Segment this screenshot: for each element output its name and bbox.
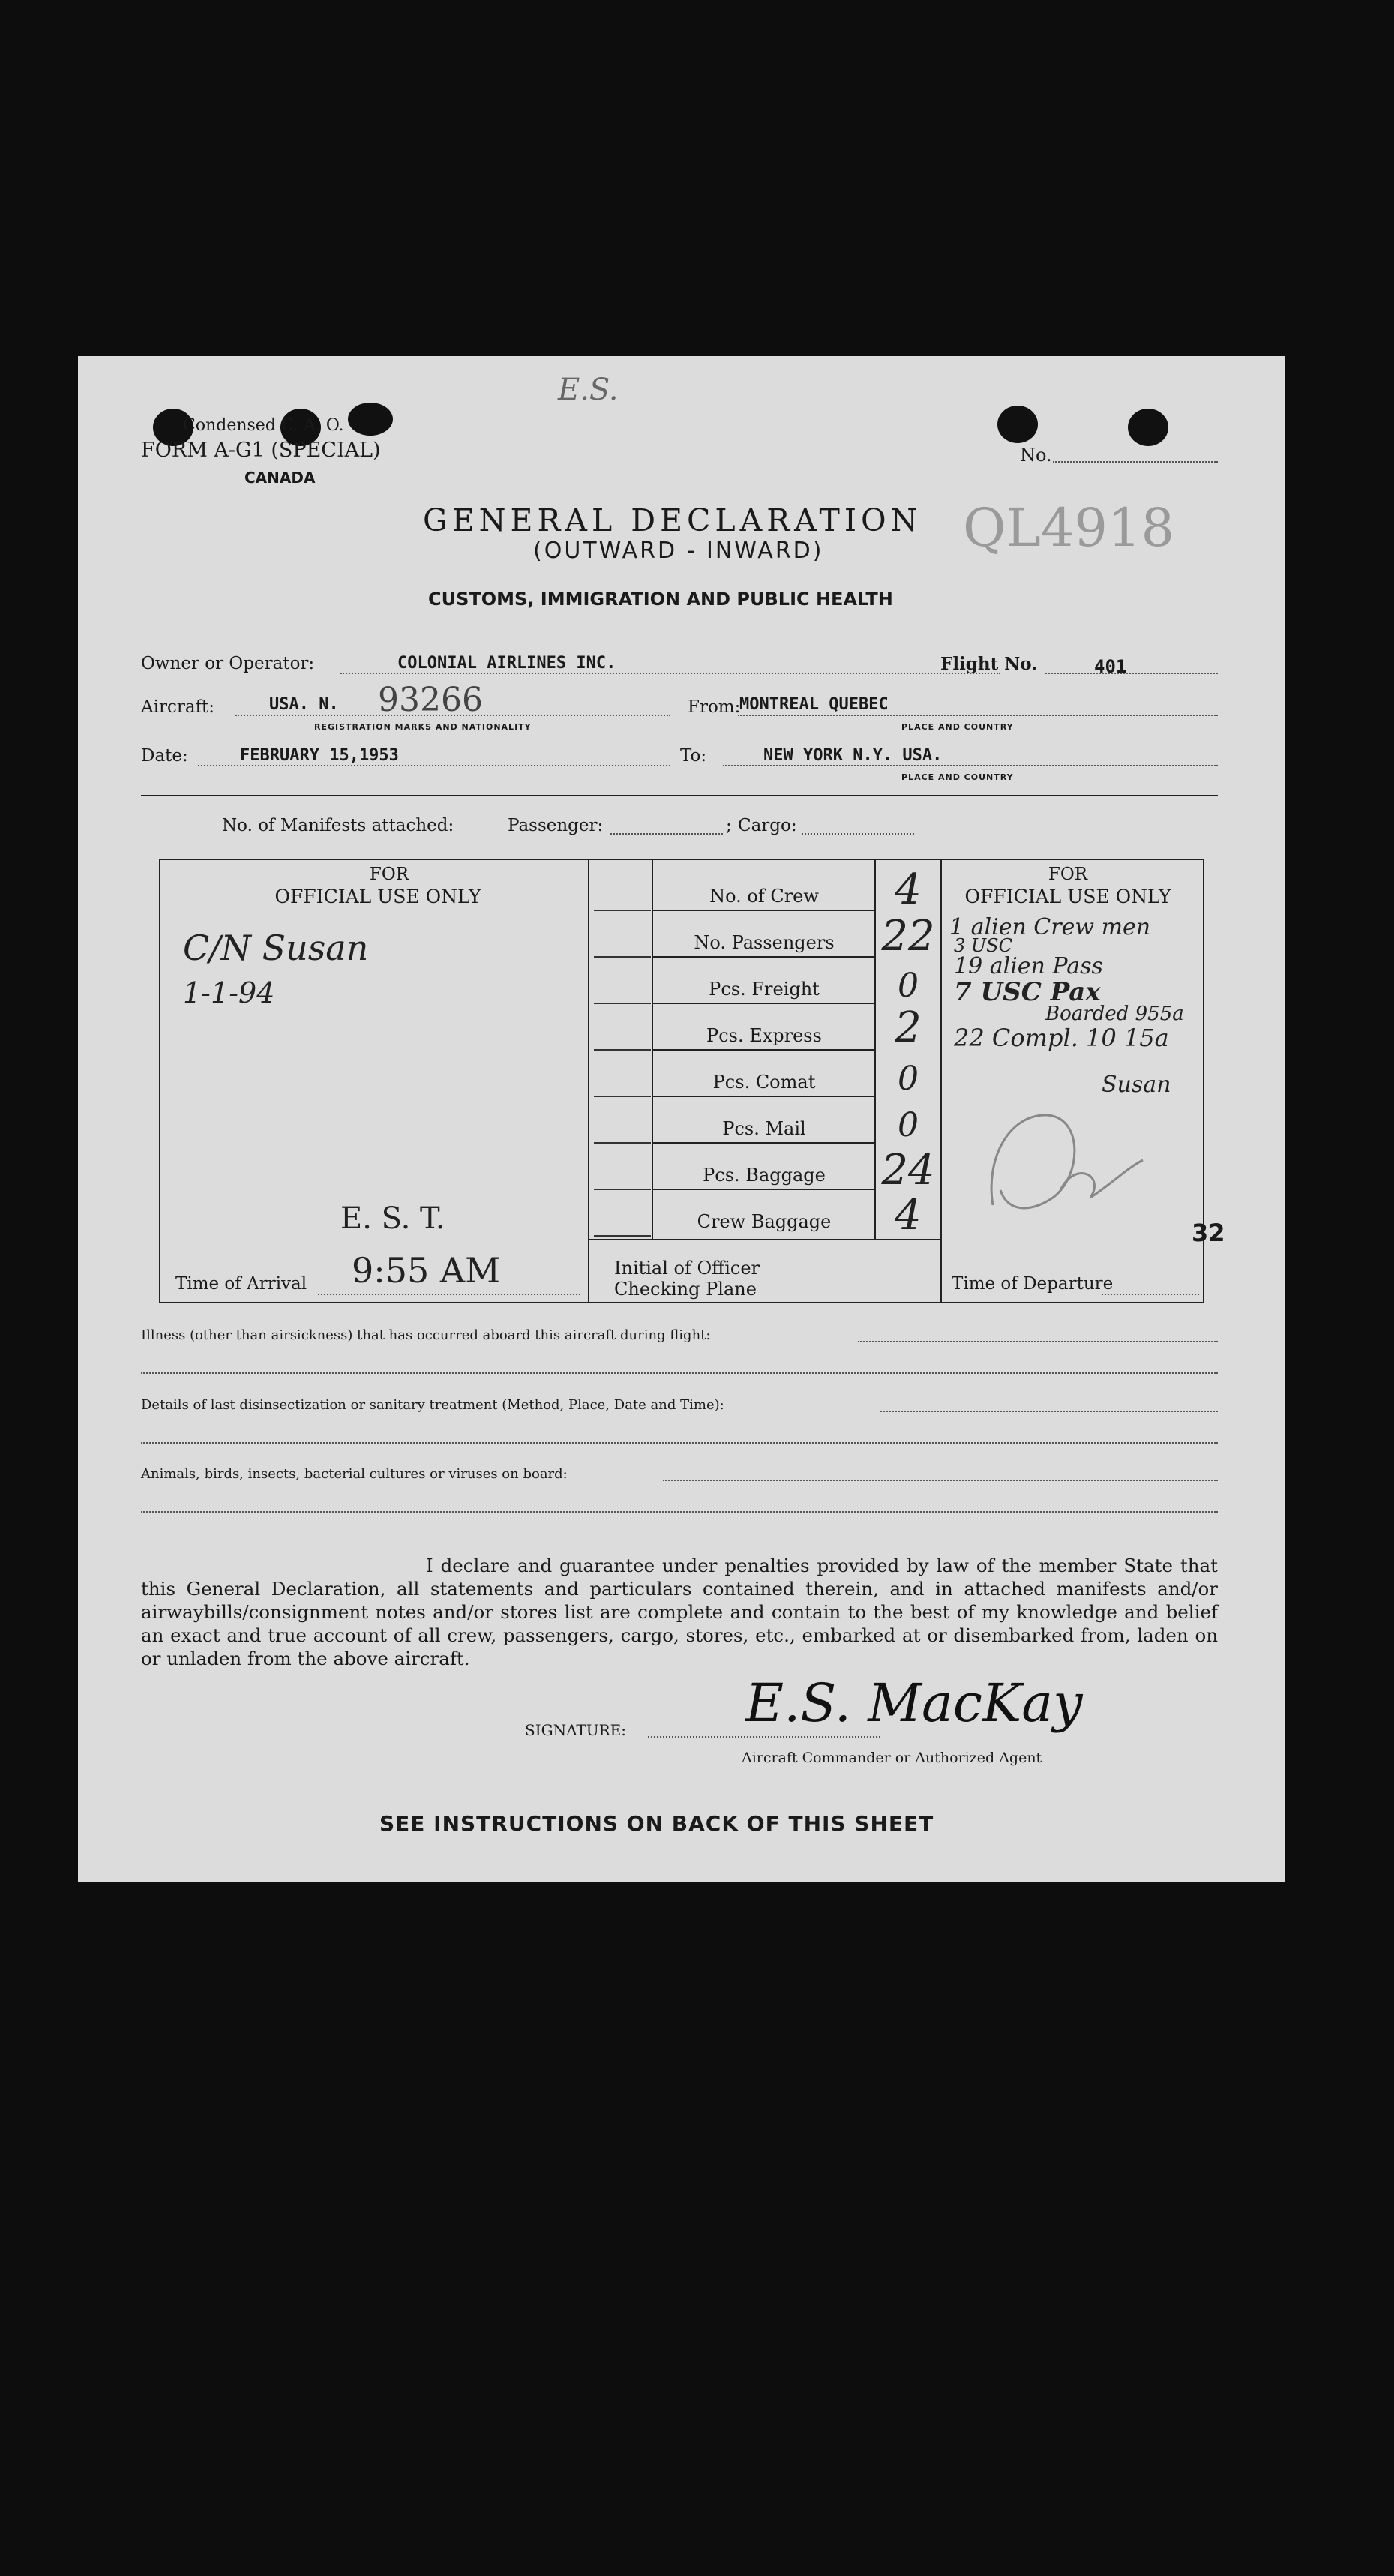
signature-value: E.S. MacKay [745,1672,1083,1734]
no-label: No. [1020,445,1052,466]
row-value-crew-baggage: 4 [895,1191,922,1240]
punch-hole [1128,409,1168,446]
left-header-for: FOR [369,865,409,884]
flight-value: 401 [1094,656,1127,677]
registration-caption: REGISTRATION MARKS AND NATIONALITY [314,722,532,732]
flight-label: Flight No. [940,654,1038,674]
left-note-date: 1-1-94 [183,976,275,1009]
right-note: Susan [1102,1072,1171,1098]
row-value-comat: 0 [898,1060,919,1098]
row-label-mail: Pcs. Mail [722,1118,806,1139]
passenger-label: Passenger: [508,816,604,835]
right-note: 7 USC Pax [954,977,1101,1007]
illness-label: Illness (other than airsickness) that has occurred aboard this aircraft during flight: [141,1327,711,1343]
row-label-crew: No. of Crew [709,886,819,907]
row-label-freight: Pcs. Freight [709,979,820,1000]
owner-value: COLONIAL AIRLINES INC. [397,654,616,673]
place-caption-2: PLACE AND COUNTRY [901,772,1014,782]
right-note: 3 USC [954,935,1012,956]
right-note: 22 Compl. 10 15a [954,1024,1169,1052]
row-value-crew: 4 [895,865,922,914]
row-value-mail: 0 [898,1106,919,1144]
declaration-text: I declare and guarantee under penalties provided by law of the member State that this General Declaration, all statements and particulars contained therein, and in attached manifests and/or airwaybills/consignment notes and/or stores list are complete and contain to the best of my knowledge and belief an exact and true account of all crew, passengers, cargo, stores, etc., embarked at or disembarked from, laden on or unladen from the above aircraft. [141,1555,1218,1669]
right-header-official: OFFICIAL USE ONLY [964,886,1171,907]
department-label: CUSTOMS, IMMIGRATION AND PUBLIC HEALTH [428,589,893,610]
to-label: To: [680,746,707,766]
row-label-passengers: No. Passengers [694,932,835,953]
row-label-comat: Pcs. Comat [712,1072,816,1093]
row-label-crew-baggage: Crew Baggage [697,1211,832,1232]
disinsect-label: Details of last disinsectization or sanitary treatment (Method, Place, Date and Time): [141,1397,724,1413]
form-subtitle: (OUTWARD - INWARD) [533,538,824,564]
declaration-form-sheet [78,356,1285,1882]
arrival-value: 9:55 AM [352,1250,501,1291]
right-note: 19 alien Pass [954,953,1103,979]
aircraft-label: Aircraft: [141,697,215,717]
left-note-inspector: C/N Susan [183,928,369,968]
signer-caption: Aircraft Commander or Authorized Agent [742,1750,1042,1766]
manifests-label: No. of Manifests attached: [222,816,454,835]
stamp-top: E.S. [558,373,619,407]
condensed-label: Condensed C. A. O. [183,416,344,435]
row-value-baggage: 24 [881,1146,935,1195]
arrival-label: Time of Arrival [175,1274,307,1294]
row-value-passengers: 22 [881,912,935,961]
stamp-number: QL4918 [963,497,1175,559]
row-label-express: Pcs. Express [706,1025,822,1046]
departure-label: Time of Departure [952,1274,1114,1294]
official-use-table [159,859,1225,1303]
country-label: CANADA [244,469,316,487]
aircraft-number: 93266 [378,681,483,719]
officer-label-1: Initial of Officer [614,1258,760,1279]
right-note: Boarded 955a [1045,1003,1184,1025]
est-note: E. S. T. [340,1201,445,1236]
right-note: 1 alien Crew men [949,914,1151,940]
manifest-separator: ; [726,816,732,835]
signature-label: SIGNATURE: [525,1721,627,1739]
right-header-for: FOR [1048,865,1088,884]
officer-label-2: Checking Plane [614,1279,757,1300]
date-value: FEBRUARY 15,1953 [240,746,399,765]
from-value: MONTREAL QUEBEC [739,695,889,714]
date-label: Date: [141,746,188,766]
row-label-baggage: Pcs. Baggage [703,1165,826,1186]
faint-signature-scribble [963,1085,1158,1243]
owner-label: Owner or Operator: [141,654,315,673]
form-title: GENERAL DECLARATION [423,502,922,538]
aircraft-prefix: USA. N. [269,695,339,714]
form-id: FORM A-G1 (SPECIAL) [141,439,381,462]
row-value-freight: 0 [898,967,919,1005]
to-value: NEW YORK N.Y. USA. [763,746,943,765]
animals-label: Animals, birds, insects, bacterial cultures or viruses on board: [141,1466,568,1482]
left-header-official: OFFICIAL USE ONLY [274,886,481,907]
row-value-express: 2 [895,1003,922,1052]
cargo-label: Cargo: [738,816,797,835]
from-label: From: [688,697,741,717]
instructions-footer: SEE INSTRUCTIONS ON BACK OF THIS SHEET [379,1811,934,1836]
page-number: 32 [1192,1219,1225,1247]
punch-hole [997,406,1038,443]
punch-hole [348,403,393,436]
place-caption: PLACE AND COUNTRY [901,722,1014,732]
